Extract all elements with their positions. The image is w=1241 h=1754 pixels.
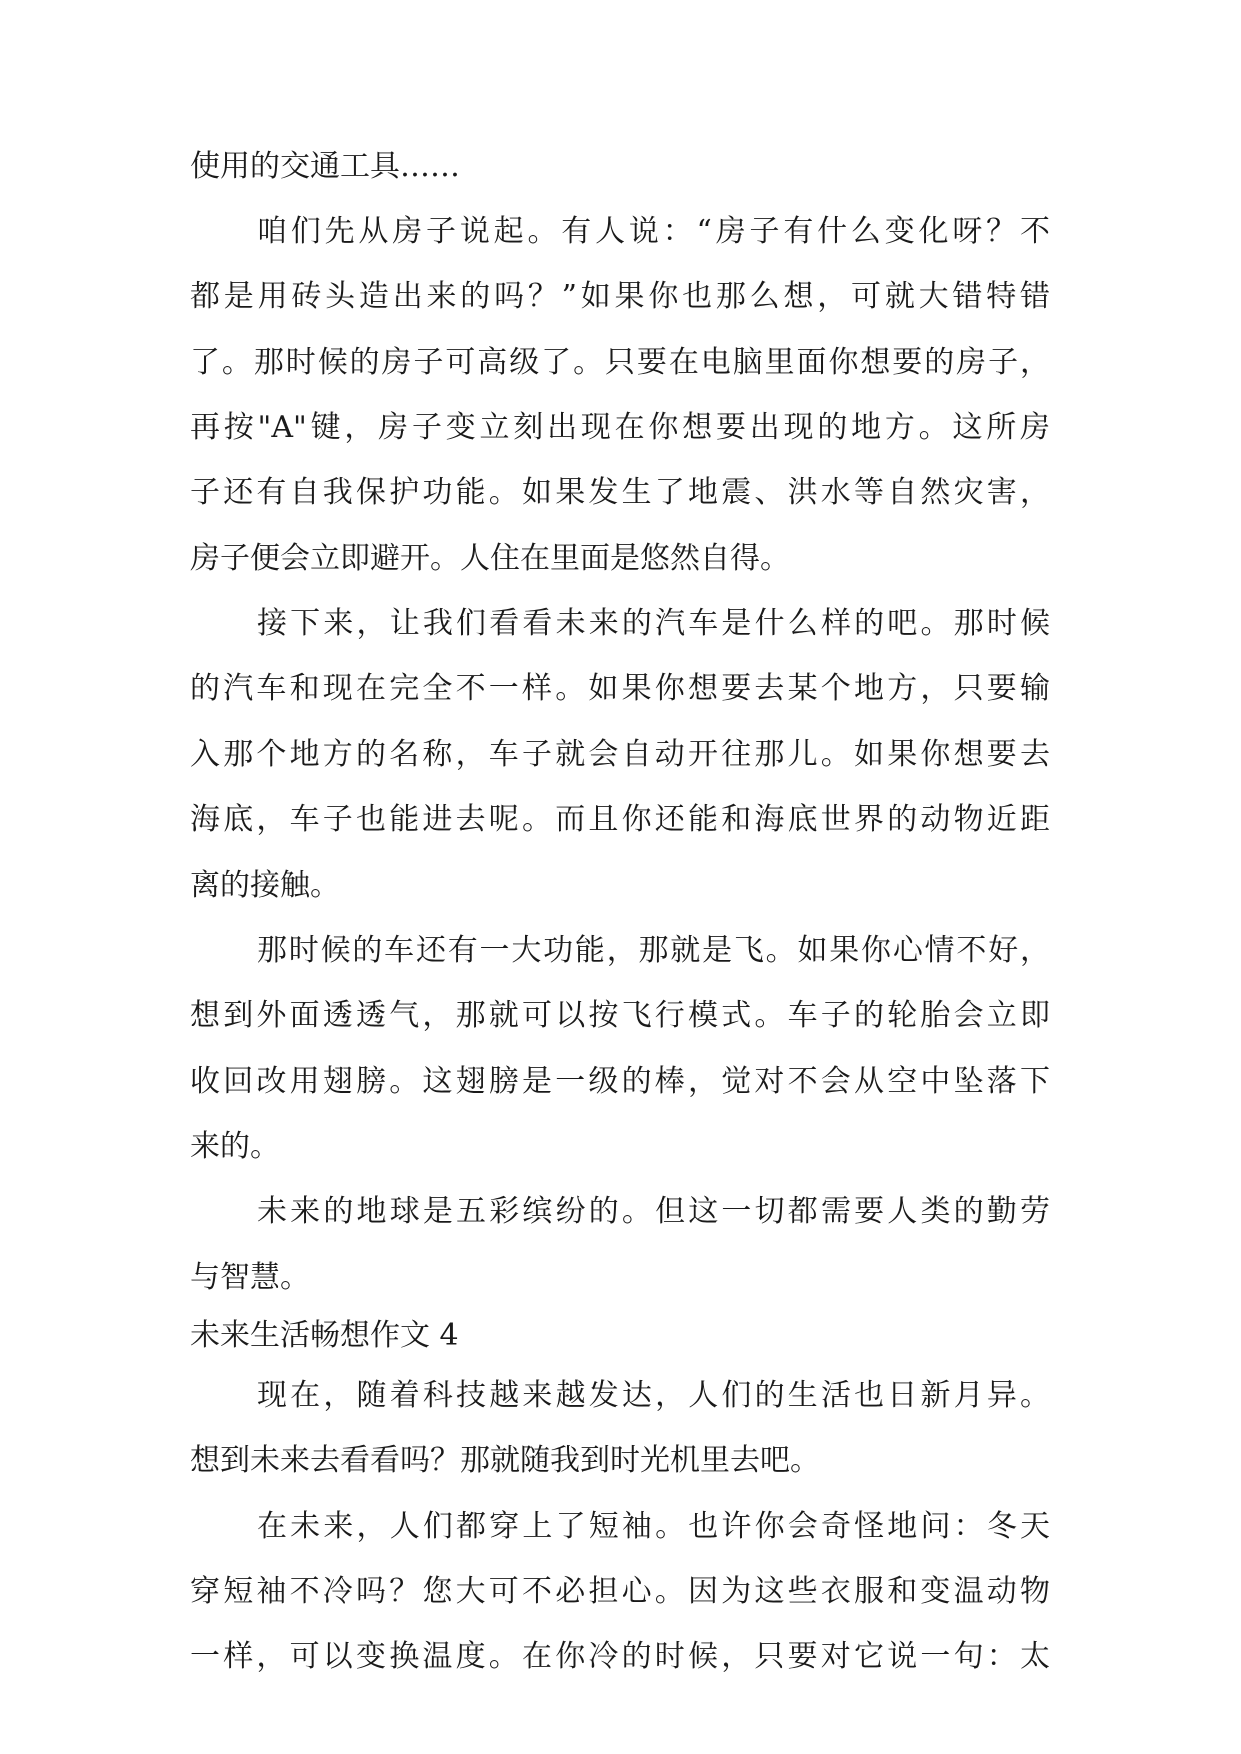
- section-heading: 未来生活畅想作文 4: [190, 1318, 459, 1353]
- paragraph-line: 海底，车子也能进去呢。而且你还能和海底世界的动物近距: [190, 802, 1050, 837]
- paragraph-line: 了。那时候的房子可高级了。只要在电脑里面你想要的房子，: [190, 345, 1050, 380]
- paragraph-line: 来的。: [190, 1129, 280, 1164]
- paragraph-line: 使用的交通工具……: [190, 149, 460, 184]
- paragraph-line: 现在，随着科技越来越发达，人们的生活也日新月异。: [257, 1378, 1050, 1413]
- paragraph-line: 再按"A"键，房子变立刻出现在你想要出现的地方。这所房: [190, 410, 1050, 445]
- paragraph-line: 都是用砖头造出来的吗？”如果你也那么想，可就大错特错: [190, 279, 1050, 314]
- paragraph-line: 入那个地方的名称，车子就会自动开往那儿。如果你想要去: [190, 737, 1050, 772]
- paragraph-line: 在未来，人们都穿上了短袖。也许你会奇怪地问：冬天: [257, 1509, 1050, 1544]
- paragraph-line: 一样，可以变换温度。在你冷的时候，只要对它说一句：太: [190, 1639, 1050, 1674]
- paragraph-line: 接下来，让我们看看未来的汽车是什么样的吧。那时候: [257, 606, 1050, 641]
- paragraph-line: 想到外面透透气，那就可以按飞行模式。车子的轮胎会立即: [190, 998, 1050, 1033]
- paragraph-line: 未来的地球是五彩缤纷的。但这一切都需要人类的勤劳: [257, 1194, 1050, 1229]
- paragraph-line: 想到未来去看看吗？那就随我到时光机里去吧。: [190, 1443, 820, 1478]
- paragraph-line: 与智慧。: [190, 1260, 310, 1295]
- paragraph-line: 子还有自我保护功能。如果发生了地震、洪水等自然灾害，: [190, 475, 1050, 510]
- paragraph-line: 收回改用翅膀。这翅膀是一级的棒，觉对不会从空中坠落下: [190, 1064, 1050, 1099]
- paragraph-line: 的汽车和现在完全不一样。如果你想要去某个地方，只要输: [190, 671, 1050, 706]
- paragraph-line: 房子便会立即避开。人住在里面是悠然自得。: [190, 541, 790, 576]
- paragraph-line: 离的接触。: [190, 868, 340, 903]
- paragraph-line: 那时候的车还有一大功能，那就是飞。如果你心情不好，: [257, 933, 1050, 968]
- paragraph-line: 穿短袖不冷吗？您大可不必担心。因为这些衣服和变温动物: [190, 1574, 1050, 1609]
- paragraph-line: 咱们先从房子说起。有人说：“房子有什么变化呀？不: [257, 214, 1050, 249]
